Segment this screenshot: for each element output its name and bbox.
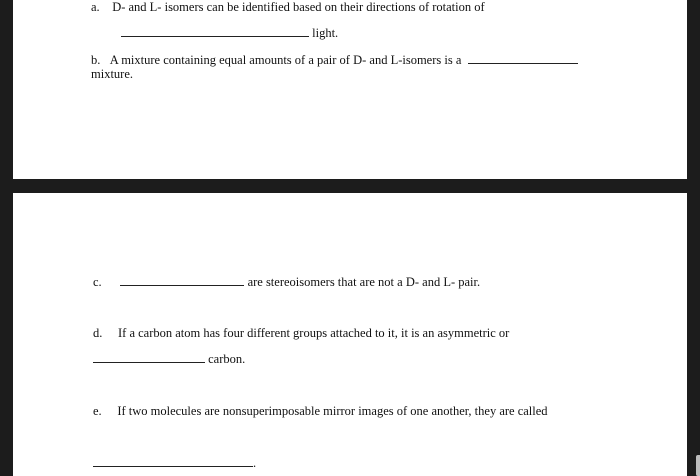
- question-a-line1: [91, 0, 485, 14]
- question-a-answer-blank[interactable]: [121, 26, 309, 37]
- question-c-answer-blank[interactable]: [120, 275, 244, 286]
- question-a-after-blank: light.: [312, 26, 339, 40]
- question-a-letter: a.: [91, 0, 100, 14]
- question-e-line1: [93, 404, 548, 418]
- question-c-letter: c.: [93, 275, 102, 289]
- question-a-line2: [121, 26, 338, 40]
- question-d-letter: d.: [93, 326, 103, 340]
- question-b-text-continued: mixture.: [91, 67, 134, 81]
- question-b-line1: [91, 53, 578, 67]
- question-c-after-blank: are stereoisomers that are not a D- and L- pair.: [247, 275, 481, 289]
- question-c-line1: [93, 275, 480, 289]
- question-e-answer-blank[interactable]: [93, 456, 253, 467]
- question-d-line2: [93, 352, 245, 366]
- scroll-edge-marker: [696, 455, 700, 476]
- worksheet-page-top: [13, 0, 687, 179]
- question-e-after-blank: .: [253, 456, 257, 470]
- question-d-answer-blank[interactable]: [93, 352, 205, 363]
- question-b-answer-blank[interactable]: [468, 53, 578, 64]
- question-e-text: If two molecules are nonsuperimposable mirror images of one another, they are called: [117, 404, 548, 418]
- question-d-text: If a carbon atom has four different groups attached to it, it is an asymmetric or: [118, 326, 510, 340]
- question-d-after-blank: carbon.: [208, 352, 246, 366]
- question-b-letter: b.: [91, 53, 101, 67]
- question-a-text: D- and L- isomers can be identified based on their directions of rotation of: [112, 0, 485, 14]
- question-e-letter: e.: [93, 404, 102, 418]
- question-b-text: A mixture containing equal amounts of a pair of D- and L-isomers is a: [109, 53, 462, 67]
- question-d-line1: [93, 326, 509, 340]
- worksheet-page-bottom: [13, 193, 687, 476]
- question-e-line2: [93, 456, 256, 470]
- question-b-line2: [91, 67, 133, 81]
